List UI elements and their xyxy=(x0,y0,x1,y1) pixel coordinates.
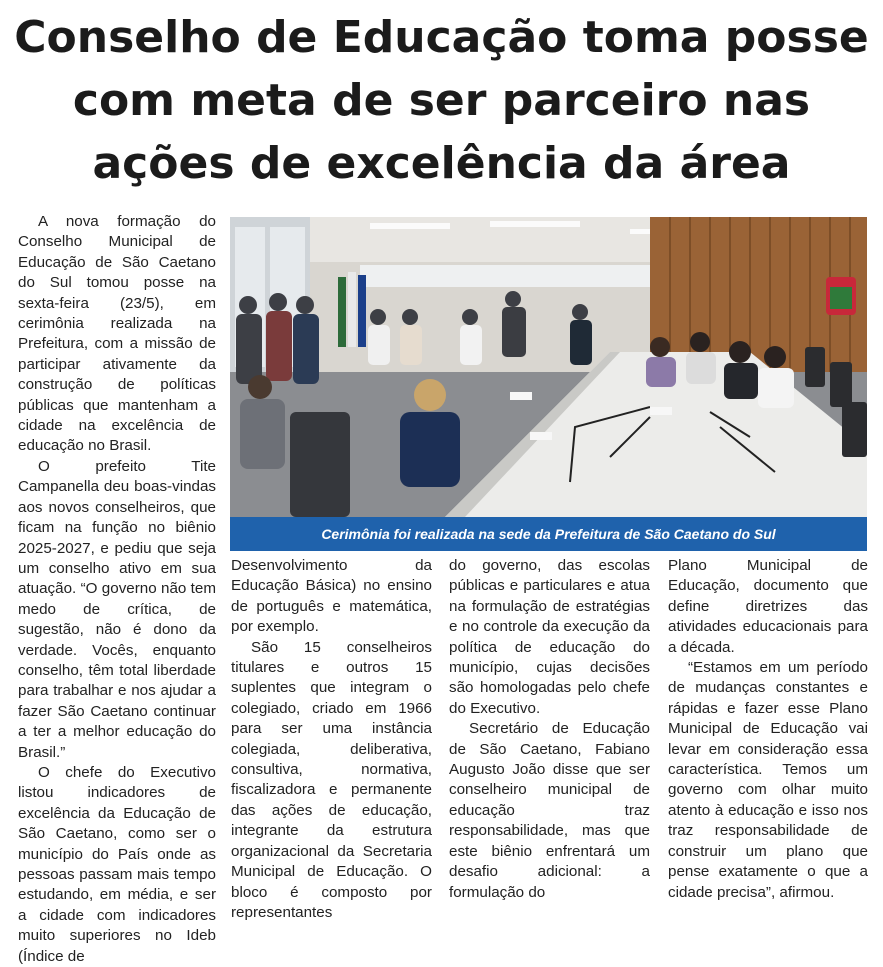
photo-caption: Cerimônia foi realizada na sede da Prefeitura de São Caetano do Sul xyxy=(230,517,867,551)
paragraph: do governo, das escolas públicas e particulares e atua na formulação de estratégias e no controle da execução da política de educação do município, cujas decisões são homologadas pelo chefe do Executivo. xyxy=(449,557,650,717)
ceremony-photo-illustration xyxy=(230,217,867,517)
paragraph: O chefe do Executivo listou indicadores de excelência da Educação de São Caetano, como ser o município do País onde as pessoas passam mais tempo estudando, em média, e ser a cidade com indicadores muito superiores no Ideb (Índice de xyxy=(18,763,216,965)
article-column-1 xyxy=(18,212,216,967)
paragraph: O prefeito Tite Campanella deu boas-vindas aos novos conselheiros, que ficam na função no biênio 2025-2027, e pediu que seja um conselho ativo em sua atuação. “O governo não tem medo de crítica, de sugestão, não é dono da verdade. Vocês, enquanto conselho, têm total liberdade para trabalhar e nos ajudar a fazer São Caetano continuar a ter a melhor educação do Brasil.” xyxy=(18,457,216,761)
paragraph: Desenvolvimento da Educação Básica) no ensino de português e matemática, por exemplo. xyxy=(231,557,432,636)
article-headline: Conselho de Educação toma posse com meta de ser parceiro nas ações de excelência da área xyxy=(14,12,869,189)
paragraph: Secretário de Educação de São Caetano, Fabiano Augusto João disse que ser conselheiro municipal de educação traz responsabilidade, mas que este biênio enfrentará um desafio adicional: a formulação do xyxy=(449,720,650,901)
article-column-4 xyxy=(668,556,868,903)
paragraph: São 15 conselheiros titulares e outros 15 suplentes que integram o colegiado, criado em 1966 para ser uma instância colegiada, deliberativa, consultiva, normativa, fiscalizadora e permanente das ações de educação, integrante da estrutura organizacional da Secretaria Municipal de Educação. O bloco é composto por representantes xyxy=(231,638,432,921)
paragraph: “Estamos em um período de mudanças constantes e rápidas e fazer esse Plano Municipal de Educação vai levar em consideração essa característica. Temos um governo com olhar muito atento à educação e isso nos traz responsabilidade de construir um plano que pense exatamente o que a cidade precisa”, afirmou. xyxy=(668,659,868,901)
article-column-3 xyxy=(449,556,650,903)
article-column-2 xyxy=(231,556,432,923)
paragraph: A nova formação do Conselho Municipal de Educação de São Caetano do Sul tomou posse na sexta-feira (23/5), em cerimônia realizada na Prefeitura, com a missão de participar ativamente da construção de políticas públicas que mantenham a cidade na excelência de educação no Brasil. xyxy=(18,213,216,455)
paragraph: Plano Municipal de Educação, documento que define diretrizes das atividades educacionais para a década. xyxy=(668,557,868,656)
article-photo xyxy=(230,217,867,517)
